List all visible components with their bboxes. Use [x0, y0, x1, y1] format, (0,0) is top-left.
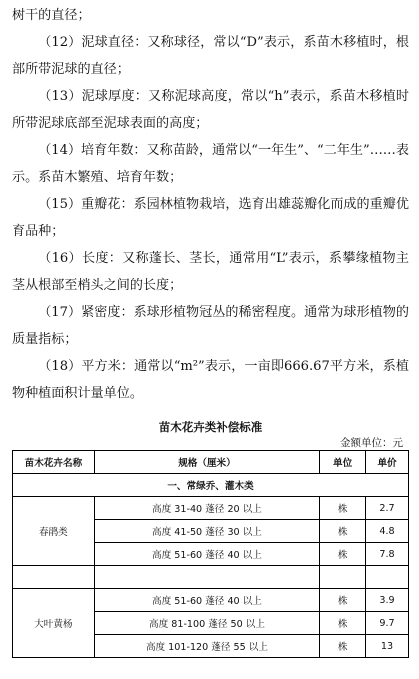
table-row [13, 497, 409, 520]
paragraph-continuation: 树干的直径； [12, 8, 91, 23]
section-row [13, 474, 409, 497]
unit-note: 金额单位：元 [340, 437, 403, 449]
header-spec: 规格（厘米） [94, 451, 319, 474]
header-unit: 单位 [320, 451, 366, 474]
unit-cell: 株 [320, 589, 366, 612]
unit-cell: 株 [320, 612, 366, 635]
spec-cell: 高度 51-60 蓬径 40 以上 [94, 543, 319, 566]
unit-cell: 株 [320, 520, 366, 543]
table-title: 苗木花卉类补偿标准 [158, 420, 263, 434]
paragraph-double-flower: （15）重瓣花：系园林植物栽培，选育出雄蕊瓣化而成的重瓣优育品种； [12, 197, 409, 239]
header-price: 单价 [366, 451, 409, 474]
unit-cell: 株 [320, 543, 366, 566]
spec-cell: 高度 51-60 蓬径 40 以上 [94, 589, 319, 612]
spec-cell: 高度 41-50 蓬径 30 以上 [94, 520, 319, 543]
price-cell: 4.8 [366, 520, 409, 543]
spec-cell: 高度 81-100 蓬径 50 以上 [94, 612, 319, 635]
price-cell: 3.9 [366, 589, 409, 612]
paragraph-ball-thickness: （13）泥球厚度：又称泥球高度，常以“h”表示，系苗木移植时所带泥球底部至泥球表面的高度； [12, 89, 409, 131]
price-cell: 13 [366, 635, 409, 658]
group-name: 春鹃类 [13, 497, 95, 566]
table-row [13, 589, 409, 612]
header-name: 苗木花卉名称 [13, 451, 95, 474]
unit-cell: 株 [320, 497, 366, 520]
spec-cell: 高度 101-120 蓬径 55 以上 [94, 635, 319, 658]
paragraph-square-meter: （18）平方米：通常以“m²”表示，一亩即666.67平方米，系植物种植面积计量单位。 [12, 359, 409, 401]
price-cell: 9.7 [366, 612, 409, 635]
price-cell: 7.8 [366, 543, 409, 566]
section-title: 一、常绿乔、灌木类 [13, 474, 409, 497]
paragraph-density: （17）紧密度：系球形植物冠丛的稀密程度。通常为球形植物的质量指标； [12, 305, 409, 347]
spec-cell: 高度 31-40 蓬径 20 以上 [94, 497, 319, 520]
compensation-table [12, 450, 409, 658]
price-cell: 2.7 [366, 497, 409, 520]
paragraph-ball-diameter: （12）泥球直径：又称球径，常以“D”表示，系苗木移植时，根部所带泥球的直径； [12, 35, 409, 77]
unit-cell: 株 [320, 635, 366, 658]
group-name: 大叶黄杨 [13, 589, 95, 658]
paragraph-cultivation-years: （14）培育年数：又称苗龄，通常以“一年生”、“二年生”……表示。系苗木繁殖、培育年数； [12, 143, 409, 185]
table-header-row [13, 451, 409, 474]
paragraph-length: （16）长度：又称蓬长、茎长，通常用“L”表示，系攀缘植物主茎从根部至梢头之间的长度； [12, 251, 409, 293]
spacer-row [13, 566, 409, 589]
